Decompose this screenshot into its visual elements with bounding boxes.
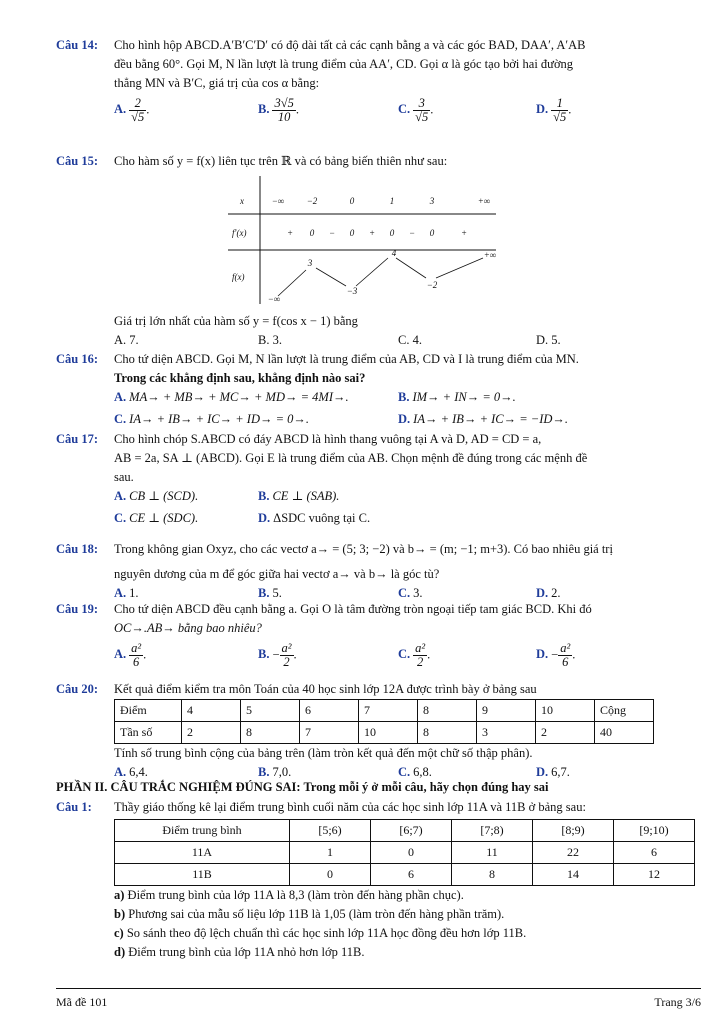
table-cell: 9 xyxy=(477,700,536,722)
question-label: Câu 17: xyxy=(56,432,99,446)
part2-question-1 xyxy=(56,798,701,962)
x-value: 1 xyxy=(389,196,395,206)
function-value: 3 xyxy=(307,258,313,268)
question-label: Câu 16: xyxy=(56,352,99,366)
question-text: nguyên dương của m để góc giữa hai vectơ a→ và b→ là góc tù? xyxy=(114,567,440,581)
question-text: Kết quả điểm kiểm tra môn Toán của 40 học sinh lớp 12A được trình bày ở bảng sau xyxy=(114,682,537,696)
statement-c: c) So sánh theo độ lệch chuẩn thì các học sinh lớp 11A học đồng đều hơn lớp 11B. xyxy=(114,926,527,940)
page-footer xyxy=(56,988,701,1010)
option-a: A. 1. xyxy=(114,586,139,600)
option-b: B. − $\frac{\text{a²}}{2}$ . xyxy=(258,641,297,669)
option-a: A. 6,4. xyxy=(114,765,148,779)
question-text: Cho hàm số y = f(x) liên tục trên ℝ và có bảng biến thiên như sau: xyxy=(114,154,448,168)
table-cell: 6 xyxy=(300,700,359,722)
table-cell: 14 xyxy=(533,864,614,886)
option-d: D. − $\frac{\text{a²}}{6}$ . xyxy=(536,641,576,669)
question-20 xyxy=(56,680,701,779)
derivative-sign: + xyxy=(368,228,376,238)
score-table xyxy=(114,699,654,744)
function-value: −3 xyxy=(346,286,358,296)
table-cell: [6;7) xyxy=(371,820,452,842)
option-b: B. CE ⊥ (SAB). xyxy=(258,489,340,503)
option-c: C. 3. xyxy=(398,586,423,600)
statement-b: b) Phương sai của mẫu số liệu lớp 11B là 1,05 (làm tròn đến hàng phần trăm). xyxy=(114,907,505,921)
table-cell: 2 xyxy=(182,722,241,744)
function-value: −2 xyxy=(426,280,438,290)
question-label: Câu 18: xyxy=(56,542,99,556)
question-text: AB = 2a, SA ⊥ (ABCD). Gọi E là trung điểm của AB. Chọn mệnh đề đúng trong các mệnh đề xyxy=(114,451,588,465)
option-d: D. ΔSDC vuông tại C. xyxy=(258,511,371,525)
table-cell: 10 xyxy=(536,700,595,722)
x-value: +∞ xyxy=(477,196,491,206)
option-a: A. 7. xyxy=(114,333,139,347)
option-b: B. 7,0. xyxy=(258,765,292,779)
question-label: Câu 20: xyxy=(56,682,99,696)
table-cell: 1 xyxy=(290,842,371,864)
option-c: C. $\frac{\text{a²}}{2}$ . xyxy=(398,641,431,669)
option-c: C. $\frac{3}{√5}$ . xyxy=(398,96,434,124)
table-cell: 11B xyxy=(115,864,290,886)
option-b: B. IM→ + IN→ = 0→. xyxy=(398,390,516,404)
x-value: −2 xyxy=(306,196,318,206)
question-text: đều bằng 60°. Gọi M, N lần lượt là trung điểm của AA′, CD. Gọi α là góc tạo bởi hai đường xyxy=(114,57,574,71)
derivative-label: f′(x) xyxy=(232,228,247,238)
option-d: D. 5. xyxy=(536,333,561,347)
option-c: C. CE ⊥ (SDC). xyxy=(114,511,199,525)
derivative-sign: + xyxy=(460,228,468,238)
table-cell: 8 xyxy=(452,864,533,886)
option-a: A. MA→ + MB→ + MC→ + MD→ = 4MI→. xyxy=(114,390,349,404)
option-b: B. 5. xyxy=(258,586,282,600)
question-19 xyxy=(56,600,701,680)
option-d: D. 6,7. xyxy=(536,765,570,779)
question-16 xyxy=(56,350,701,432)
question-14 xyxy=(56,36,701,131)
option-d: D. IA→ + IB→ + IC→ = −ID→. xyxy=(398,412,569,426)
table-cell: 7 xyxy=(359,700,418,722)
question-label: Câu 1: xyxy=(56,800,92,814)
x-value: 3 xyxy=(429,196,435,206)
derivative-sign: − xyxy=(328,228,336,238)
option-b: B. $\frac{3√5}{10}$ . xyxy=(258,96,299,124)
table-cell: Điểm xyxy=(115,700,182,722)
table-cell: 40 xyxy=(595,722,654,744)
question-label: Câu 15: xyxy=(56,154,99,168)
statement-d: d) Điểm trung bình của lớp 11A nhỏ hơn lớp 11B. xyxy=(114,945,365,959)
option-a: A. $\frac{2}{√5}$ . xyxy=(114,96,150,124)
grade-table xyxy=(114,819,695,886)
table-cell: 10 xyxy=(359,722,418,744)
question-label: Câu 14: xyxy=(56,38,99,52)
option-d: D. 2. xyxy=(536,586,561,600)
question-text: thẳng MN và B′C, giá trị của cos α bằng: xyxy=(114,76,320,90)
table-cell: 6 xyxy=(614,842,695,864)
function-value: 4 xyxy=(391,248,397,258)
table-cell: 4 xyxy=(182,700,241,722)
question-text: Cho hình chóp S.ABCD có đáy ABCD là hình thang vuông tại A và D, AD = CD = a, xyxy=(114,432,542,446)
question-text: Trong không gian Oxyz, cho các vectơ a→ = (5; 3; −2) và b→ = (m; −1; m+3). Có bao nhiêu giá trị xyxy=(114,542,613,556)
question-text: Tính số trung bình cộng của bảng trên (làm tròn kết quả đến một chữ số thập phân). xyxy=(114,746,533,760)
table-cell: Tần số xyxy=(115,722,182,744)
question-text: Giá trị lớn nhất của hàm số y = f(cos x − 1) bằng xyxy=(114,314,358,328)
question-text: OC→.AB→ bằng bao nhiêu? xyxy=(114,621,262,635)
page-number: Trang 3/6 xyxy=(654,995,701,1009)
table-cell: 0 xyxy=(371,842,452,864)
variation-table xyxy=(228,176,508,304)
function-value: −∞ xyxy=(267,294,281,304)
table-cell: Cộng xyxy=(595,700,654,722)
question-label: Câu 19: xyxy=(56,602,99,616)
table-cell: 0 xyxy=(290,864,371,886)
question-text: Cho tứ diện ABCD. Gọi M, N lần lượt là trung điểm của AB, CD và I là trung điểm của MN. xyxy=(114,352,579,366)
table-cell: 3 xyxy=(477,722,536,744)
question-17 xyxy=(56,430,701,531)
derivative-sign: 0 xyxy=(349,228,355,238)
table-cell: 22 xyxy=(533,842,614,864)
table-cell: 11A xyxy=(115,842,290,864)
table-cell: 5 xyxy=(241,700,300,722)
table-cell: [7;8) xyxy=(452,820,533,842)
option-a: A. $\frac{\text{a²}}{6}$ . xyxy=(114,641,147,669)
question-text: Thầy giáo thống kê lại điểm trung bình cuối năm của các học sinh lớp 11A và 11B ở bảng sau: xyxy=(114,800,586,814)
option-b: B. 3. xyxy=(258,333,282,347)
table-cell: 6 xyxy=(371,864,452,886)
table-cell: 2 xyxy=(536,722,595,744)
statement-a: a) Điểm trung bình của lớp 11A là 8,3 (làm tròn đến hàng phần chục). xyxy=(114,888,464,902)
table-cell: 8 xyxy=(418,700,477,722)
question-text: sau. xyxy=(114,470,134,484)
table-cell: 12 xyxy=(614,864,695,886)
table-cell: Điểm trung bình xyxy=(115,820,290,842)
function-value: +∞ xyxy=(483,250,497,260)
table-cell: [9;10) xyxy=(614,820,695,842)
derivative-sign: 0 xyxy=(309,228,315,238)
derivative-sign: 0 xyxy=(429,228,435,238)
option-d: D. $\frac{1}{√5}$ . xyxy=(536,96,572,124)
option-c: C. IA→ + IB→ + IC→ + ID→ = 0→. xyxy=(114,412,310,426)
derivative-sign: − xyxy=(408,228,416,238)
derivative-sign: 0 xyxy=(389,228,395,238)
table-cell: [8;9) xyxy=(533,820,614,842)
question-18 xyxy=(56,540,701,602)
question-text: Cho hình hộp ABCD.A′B′C′D′ có độ dài tất cả các cạnh bằng a và các góc BAD, DAA′, A′AB xyxy=(114,38,586,52)
option-a: A. CB ⊥ (SCD). xyxy=(114,489,199,503)
table-cell: 8 xyxy=(241,722,300,744)
question-text: Cho tứ diện ABCD đều cạnh bằng a. Gọi O là tâm đường tròn ngoại tiếp tam giác BCD. Khi đó xyxy=(114,602,592,616)
question-text: Trong các khẳng định sau, khẳng định nào sai? xyxy=(114,371,366,385)
table-cell: 11 xyxy=(452,842,533,864)
table-cell: 7 xyxy=(300,722,359,744)
x-value: −∞ xyxy=(271,196,285,206)
derivative-sign: + xyxy=(286,228,294,238)
x-label: x xyxy=(240,196,244,206)
function-label: f(x) xyxy=(232,272,245,282)
question-15-after xyxy=(56,312,701,353)
table-cell: [5;6) xyxy=(290,820,371,842)
x-value: 0 xyxy=(349,196,355,206)
part-2-heading: PHẦN II. CÂU TRẮC NGHIỆM ĐÚNG SAI: Trong mỗi ý ở mỗi câu, hãy chọn đúng hay sai xyxy=(56,780,549,794)
exam-code: Mã đề 101 xyxy=(56,995,108,1009)
question-15 xyxy=(56,152,701,171)
table-cell: 8 xyxy=(418,722,477,744)
option-c: C. 4. xyxy=(398,333,422,347)
option-c: C. 6,8. xyxy=(398,765,432,779)
